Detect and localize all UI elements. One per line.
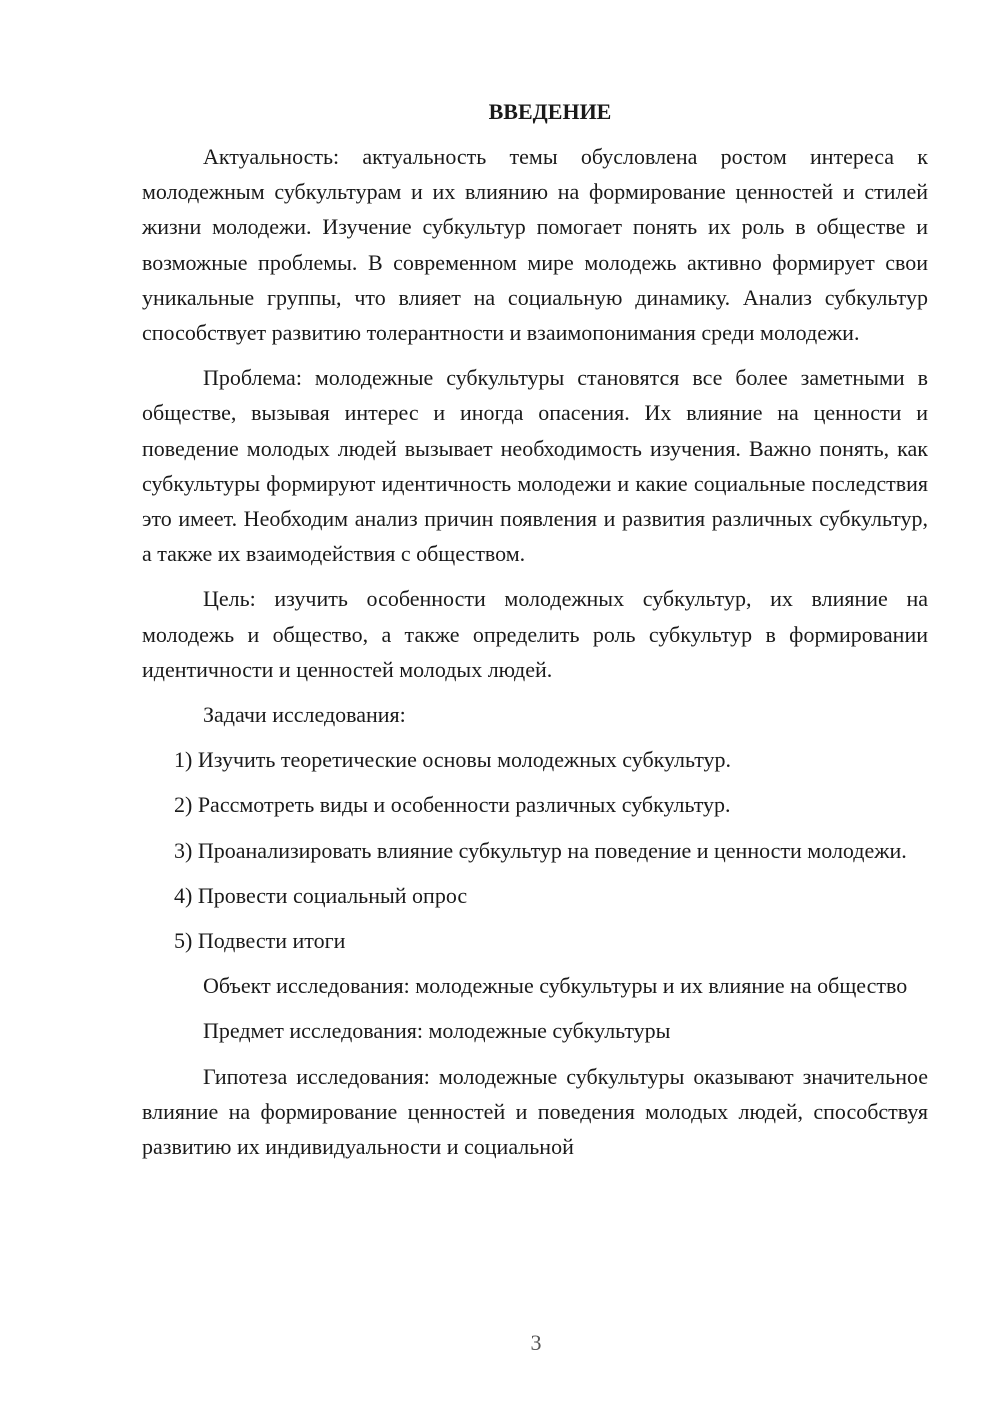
paragraph-object: Объект исследования: молодежные субкультуры и их влияние на общество <box>203 973 908 999</box>
paragraph-hypothesis: Гипотеза исследования: молодежные субкультуры оказывают значительное влияние на формирование ценностей и поведения молодых людей, способствуя развитию их индивидуальности и социальной <box>142 1063 928 1160</box>
task-item: 1) Изучить теоретические основы молодежных субкультур. <box>174 747 732 773</box>
section-title: ВВЕДЕНИЕ <box>488 99 612 124</box>
paragraph-tasks-heading: Задачи исследования: <box>203 702 406 728</box>
page-number: 3 <box>530 1330 542 1355</box>
paragraph-problem: Проблема: молодежные субкультуры становятся все более заметными в обществе, вызывая интерес и иногда опасения. Их влияние на ценности и поведение молодых людей вызывает необходимость изучения. Важно понять, как субкультуры формируют идентичность молодежи и какие социальные последствия это имеет. Необходим анализ причин появления и развития различных субкультур, а также их взаимодействия с обществом. <box>142 365 928 567</box>
document-page <box>142 94 928 1174</box>
paragraph-subject: Предмет исследования: молодежные субкультуры <box>203 1018 671 1044</box>
task-item: 2) Рассмотреть виды и особенности различных субкультур. <box>174 792 731 818</box>
task-item: 4) Провести социальный опрос <box>174 882 468 908</box>
paragraph-relevance: Актуальность: актуальность темы обусловлена ростом интереса к молодежным субкультурам и их влиянию на формирование ценностей и стилей жизни молодежи. Изучение субкультур помогает понять их роль в обществе и возможные проблемы. В современном мире молодежь активно формирует свои уникальные группы, что влияет на социальную динамику. Анализ субкультур способствует развитию толерантности и взаимопонимания среди молодежи. <box>142 144 928 346</box>
task-item: 5) Подвести итоги <box>174 928 346 954</box>
task-item: 3) Проанализировать влияние субкультур на поведение и ценности молодежи. <box>174 837 907 863</box>
paragraph-goal: Цель: изучить особенности молодежных субкультур, их влияние на молодежь и общество, а также определить роль субкультур в формировании идентичности и ценностей молодых людей. <box>142 586 928 682</box>
